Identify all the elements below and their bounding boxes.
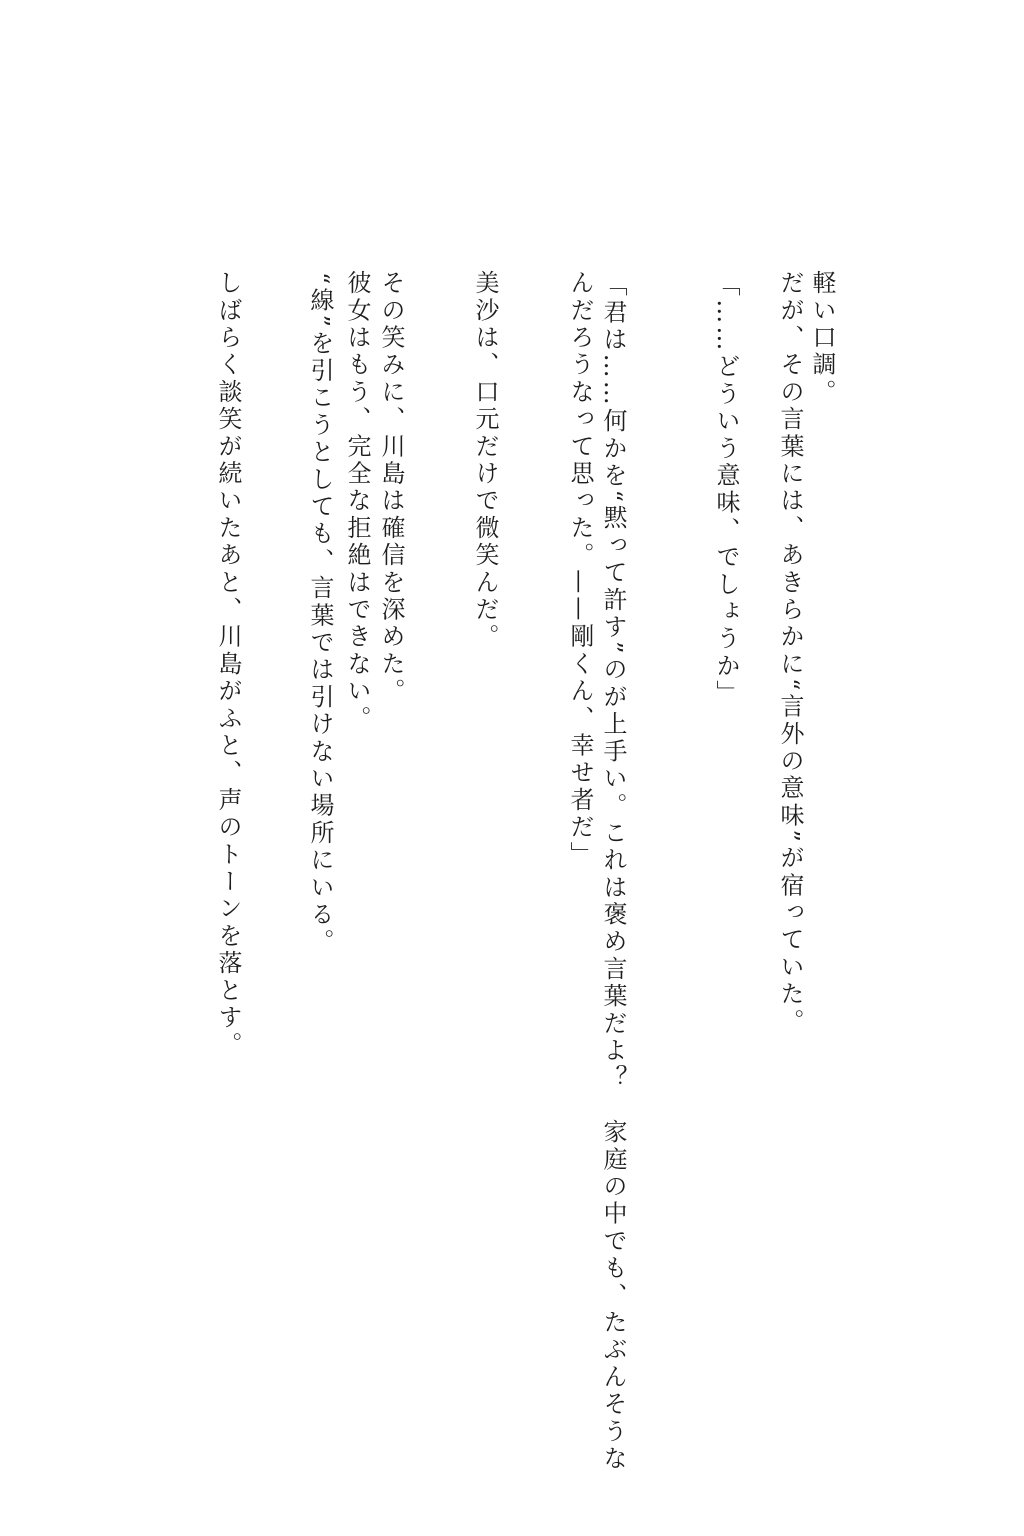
text-line-9: “線”を引こうとしても、言葉では引けない場所にいる。	[306, 272, 334, 956]
text-line-5: んだろうなって思った。——剛くん、幸せ者だ」	[566, 270, 594, 869]
text-line-8: 彼女はもう、完全な拒絶はできない。	[343, 270, 371, 733]
text-line-1: 軽い口調。	[808, 270, 836, 406]
text-line-3: 「……どういう意味、でしょうか」	[712, 272, 740, 708]
text-line-7: その笑みに、川島は確信を深めた。	[377, 270, 405, 706]
text-line-4: 「君は……何かを“黙って許す”のが上手い。これは褒め言葉だよ？ 家庭の中でも、たぶんそうな	[599, 272, 627, 1473]
text-line-2: だが、その言葉には、あきらかに“言外の意味”が宿っていた。	[776, 270, 804, 1036]
text-line-10: しばらく談笑が続いたあと、川島がふと、声のトーンを落とす。	[214, 270, 242, 1059]
text-line-6: 美沙は、口元だけで微笑んだ。	[471, 270, 499, 651]
